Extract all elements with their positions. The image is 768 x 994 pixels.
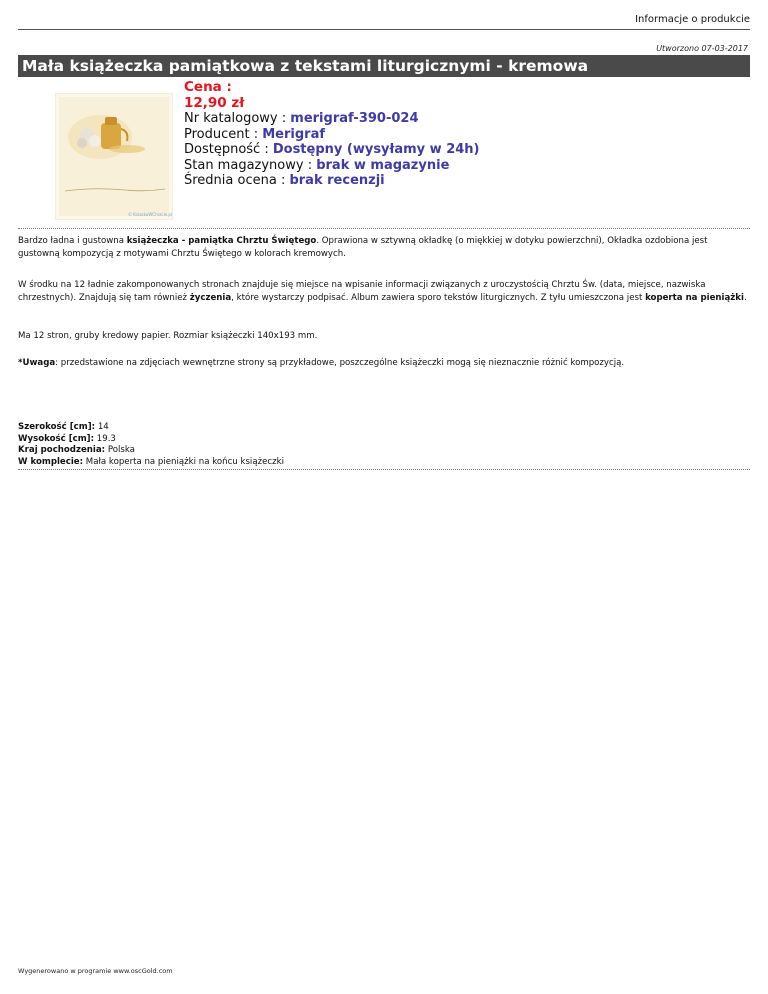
spec-label: W komplecie: [18,456,84,467]
product-title: Mała książeczka pamiątkowa z tekstami liturgicznymi - kremowa [18,55,750,77]
spec-value: Mała koperta na pieniążki na końcu książeczki [83,456,284,467]
bold-text: *Uwaga [18,358,56,368]
catalog-row [184,111,480,127]
catalog-value: merigraf-390-024 [290,111,419,126]
spec-row [18,445,284,457]
text: W środku na 12 ładnie zakomponowanych stronach znajduje się miejsce na wpisanie informacji związanych z uroczystością Chrztu Św. (data, miejsce, nazwiska chrzestnych). Znajdują się tam również [18,280,706,303]
spec-value: 19.3 [94,433,116,444]
spec-list [18,422,284,468]
text: . [743,293,747,303]
producer-value: Merigraf [262,126,326,142]
spec-label: Szerokość [cm]: [18,422,96,432]
page-header [18,13,750,30]
text: . Oprawiona w sztywną okładkę (o miękkiej w dotyku powierzchni), Okładka ozdobiona jest gustowną kompozycją z motywami Chrztu Świętego w kolorach kremowych. [18,236,708,259]
rating-row [184,173,480,189]
bold-text: koperta na pieniążki [645,293,744,303]
description-p1 [18,235,748,261]
text: Ma 12 stron, gruby kredowy papier. Rozmiar książeczki 140x193 mm. [18,331,318,341]
price-value: 12,90 zł [184,94,245,111]
price-label: Cena : [184,79,232,95]
text: , które wystarczy podpisać. Album zawiera sporo tekstów liturgicznych. Z tyłu umieszczona jest [231,293,646,303]
description-p2 [18,279,748,305]
divider [18,228,750,229]
spec-label: Kraj pochodzenia: [18,445,106,455]
spec-row [18,457,284,469]
availability-label: Dostępność : [184,142,273,157]
bold-text: książeczka - pamiątka Chrztu Świętego [126,236,317,246]
created-date: Utworzono 07-03-2017 [656,44,748,53]
image-caption: © KsiazkaWChrzcie.pl [128,212,173,217]
stock-label: Stan magazynowy : [184,157,317,173]
product-info [184,80,480,189]
stock-row [184,158,480,174]
text: Bardzo ładna i gustowna [18,236,127,246]
product-image [55,93,173,220]
rating-label: Średnia ocena : [184,173,290,188]
availability-row [184,142,480,158]
spec-value: Polska [105,445,135,455]
description-p3 [18,330,748,343]
spec-row [18,434,284,446]
text: : przedstawione na zdjęciach wewnętrzne strony są przykładowe, poszczególne książeczki mogą się nieznacznie różnić kompozycją. [55,358,625,368]
footer-note: Wygenerowano w programie www.oscGold.com [18,967,173,975]
producer-label: Producent : [184,126,263,142]
spec-value: 14 [95,422,109,432]
divider [18,469,750,470]
description-p4 [18,357,748,370]
rating-value: brak recenzji [289,173,385,188]
producer-row [184,127,480,143]
bold-text: życzenia [189,293,232,303]
catalog-label: Nr katalogowy : [184,111,291,126]
spec-label: Wysokość [cm]: [18,433,95,444]
stock-value: brak w magazynie [316,157,450,173]
spec-row [18,422,284,434]
header-title: Informacje o produkcie [635,14,750,25]
availability-value: Dostępny (wysyłamy w 24h) [272,142,480,157]
